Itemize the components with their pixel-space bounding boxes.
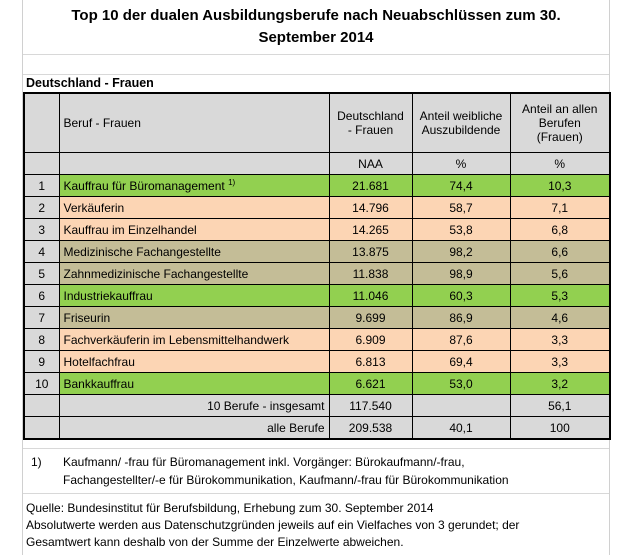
rank-cell: 1 — [24, 175, 59, 197]
naa-cell: 6.621 — [329, 373, 412, 395]
total-row — [24, 395, 610, 417]
beruf-cell — [59, 351, 329, 373]
anteil-weiblich-cell: 69,4 — [412, 351, 510, 373]
table-row — [24, 373, 610, 395]
table-row — [24, 329, 610, 351]
beruf-cell — [59, 241, 329, 263]
footnote-ref: 1) — [228, 177, 236, 187]
rank-cell: 4 — [24, 241, 59, 263]
anteil-alle-cell: 3,3 — [510, 351, 610, 373]
anteil-weiblich-cell: 87,6 — [412, 329, 510, 351]
beruf-label: Bankkauffrau — [63, 376, 134, 391]
anteil-alle-cell: 5,6 — [510, 263, 610, 285]
rank-cell: 8 — [24, 329, 59, 351]
rank-cell: 6 — [24, 285, 59, 307]
anteil-alle-cell: 3,3 — [510, 329, 610, 351]
beruf-label: Kauffrau für Büromanagement — [63, 178, 225, 193]
total-naa: 117.540 — [329, 395, 412, 417]
total-anteil-alle: 100 — [510, 417, 610, 440]
gridline — [23, 55, 609, 75]
anteil-weiblich-cell: 53,0 — [412, 373, 510, 395]
beruf-label: Industriekauffrau — [63, 288, 153, 303]
naa-cell: 9.699 — [329, 307, 412, 329]
anteil-weiblich-cell: 53,8 — [412, 219, 510, 241]
table-row — [24, 219, 610, 241]
table-row — [24, 285, 610, 307]
beruf-cell — [59, 329, 329, 351]
source-line: Quelle: Bundesinstitut für Berufsbildung, Erhebung zum 30. September 2014 — [26, 501, 434, 515]
source-note — [23, 494, 609, 551]
title-line: September 2014 — [258, 29, 374, 46]
beruf-cell — [59, 263, 329, 285]
anteil-weiblich-cell: 58,7 — [412, 197, 510, 219]
naa-cell: 14.796 — [329, 197, 412, 219]
page-title — [23, 0, 609, 55]
source-line: Gesamtwert kann deshalb von der Summe der Einzelwerte abweichen. — [26, 535, 404, 549]
title-line: Top 10 der dualen Ausbildungsberufe nach Neuabschlüssen zum 30. — [71, 7, 561, 24]
beruf-label: Kauffrau im Einzelhandel — [63, 222, 197, 237]
source-line: Absolutwerte werden aus Datenschutzgründen jeweils auf ein Vielfaches von 3 gerundet; der — [26, 518, 520, 532]
rank-cell: 10 — [24, 373, 59, 395]
anteil-alle-cell: 7,1 — [510, 197, 610, 219]
rank-cell: 7 — [24, 307, 59, 329]
beruf-label: Verkäuferin — [63, 200, 125, 215]
beruf-cell — [59, 197, 329, 219]
anteil-alle-cell: 6,8 — [510, 219, 610, 241]
naa-cell: 21.681 — [329, 175, 412, 197]
total-row — [24, 417, 610, 440]
unit-row — [24, 153, 610, 175]
beruf-label: Fachverkäuferin im Lebensmittelhandwerk — [63, 332, 289, 347]
unit-anteil-weiblich: % — [412, 153, 510, 175]
naa-cell: 13.875 — [329, 241, 412, 263]
anteil-weiblich-cell: 60,3 — [412, 285, 510, 307]
total-label: alle Berufe — [59, 417, 329, 440]
unit-anteil-alle: % — [510, 153, 610, 175]
naa-cell: 11.046 — [329, 285, 412, 307]
sheet-frame — [22, 0, 610, 555]
footnote — [23, 449, 609, 494]
beruf-cell — [59, 285, 329, 307]
anteil-alle-cell: 4,6 — [510, 307, 610, 329]
footnote-line: Fachangestellter/-e für Bürokommunikation, Kaufmann/-frau für Bürokommunikation — [63, 473, 509, 487]
total-anteil-alle: 56,1 — [510, 395, 610, 417]
beruf-cell — [59, 307, 329, 329]
table-row — [24, 197, 610, 219]
anteil-weiblich-cell: 74,4 — [412, 175, 510, 197]
beruf-label: Medizinische Fachangestellte — [63, 244, 221, 259]
anteil-alle-cell: 10,3 — [510, 175, 610, 197]
header-naa: Deutschland - Frauen — [329, 93, 412, 153]
table-row — [24, 175, 610, 197]
table-row — [24, 307, 610, 329]
footnote-mark: 1) — [31, 455, 42, 469]
data-table — [23, 92, 611, 440]
total-label: 10 Berufe - insgesamt — [59, 395, 329, 417]
beruf-cell — [59, 219, 329, 241]
beruf-label: Friseurin — [63, 310, 111, 325]
anteil-alle-cell: 6,6 — [510, 241, 610, 263]
beruf-cell — [59, 373, 329, 395]
header-anteil-alle: Anteil an allen Berufen (Frauen) — [510, 93, 610, 153]
table-row — [24, 263, 610, 285]
header-anteil-weiblich: Anteil weibliche Auszubildende — [412, 93, 510, 153]
anteil-weiblich-cell: 86,9 — [412, 307, 510, 329]
gridline — [23, 440, 609, 449]
rank-cell: 5 — [24, 263, 59, 285]
beruf-label: Hotelfachfrau — [63, 354, 135, 369]
table-row — [24, 351, 610, 373]
total-anteil-weiblich: 40,1 — [412, 417, 510, 440]
rank-cell: 9 — [24, 351, 59, 373]
naa-cell: 6.813 — [329, 351, 412, 373]
anteil-alle-cell: 5,3 — [510, 285, 610, 307]
anteil-weiblich-cell: 98,2 — [412, 241, 510, 263]
anteil-weiblich-cell: 98,9 — [412, 263, 510, 285]
unit-naa: NAA — [329, 153, 412, 175]
section-subtitle: Deutschland - Frauen — [26, 76, 154, 90]
header-beruf: Beruf - Frauen — [59, 93, 329, 153]
footnote-line: Kaufmann/ -frau für Büromanagement inkl. Vorgänger: Bürokaufmann/-frau, — [63, 455, 465, 469]
beruf-cell — [59, 175, 329, 197]
beruf-label: Zahnmedizinische Fachangestellte — [63, 266, 249, 281]
total-anteil-weiblich — [412, 395, 510, 417]
total-naa: 209.538 — [329, 417, 412, 440]
naa-cell: 6.909 — [329, 329, 412, 351]
naa-cell: 11.838 — [329, 263, 412, 285]
rank-cell: 2 — [24, 197, 59, 219]
rank-cell: 3 — [24, 219, 59, 241]
naa-cell: 14.265 — [329, 219, 412, 241]
header-row — [24, 93, 610, 153]
anteil-alle-cell: 3,2 — [510, 373, 610, 395]
table-row — [24, 241, 610, 263]
